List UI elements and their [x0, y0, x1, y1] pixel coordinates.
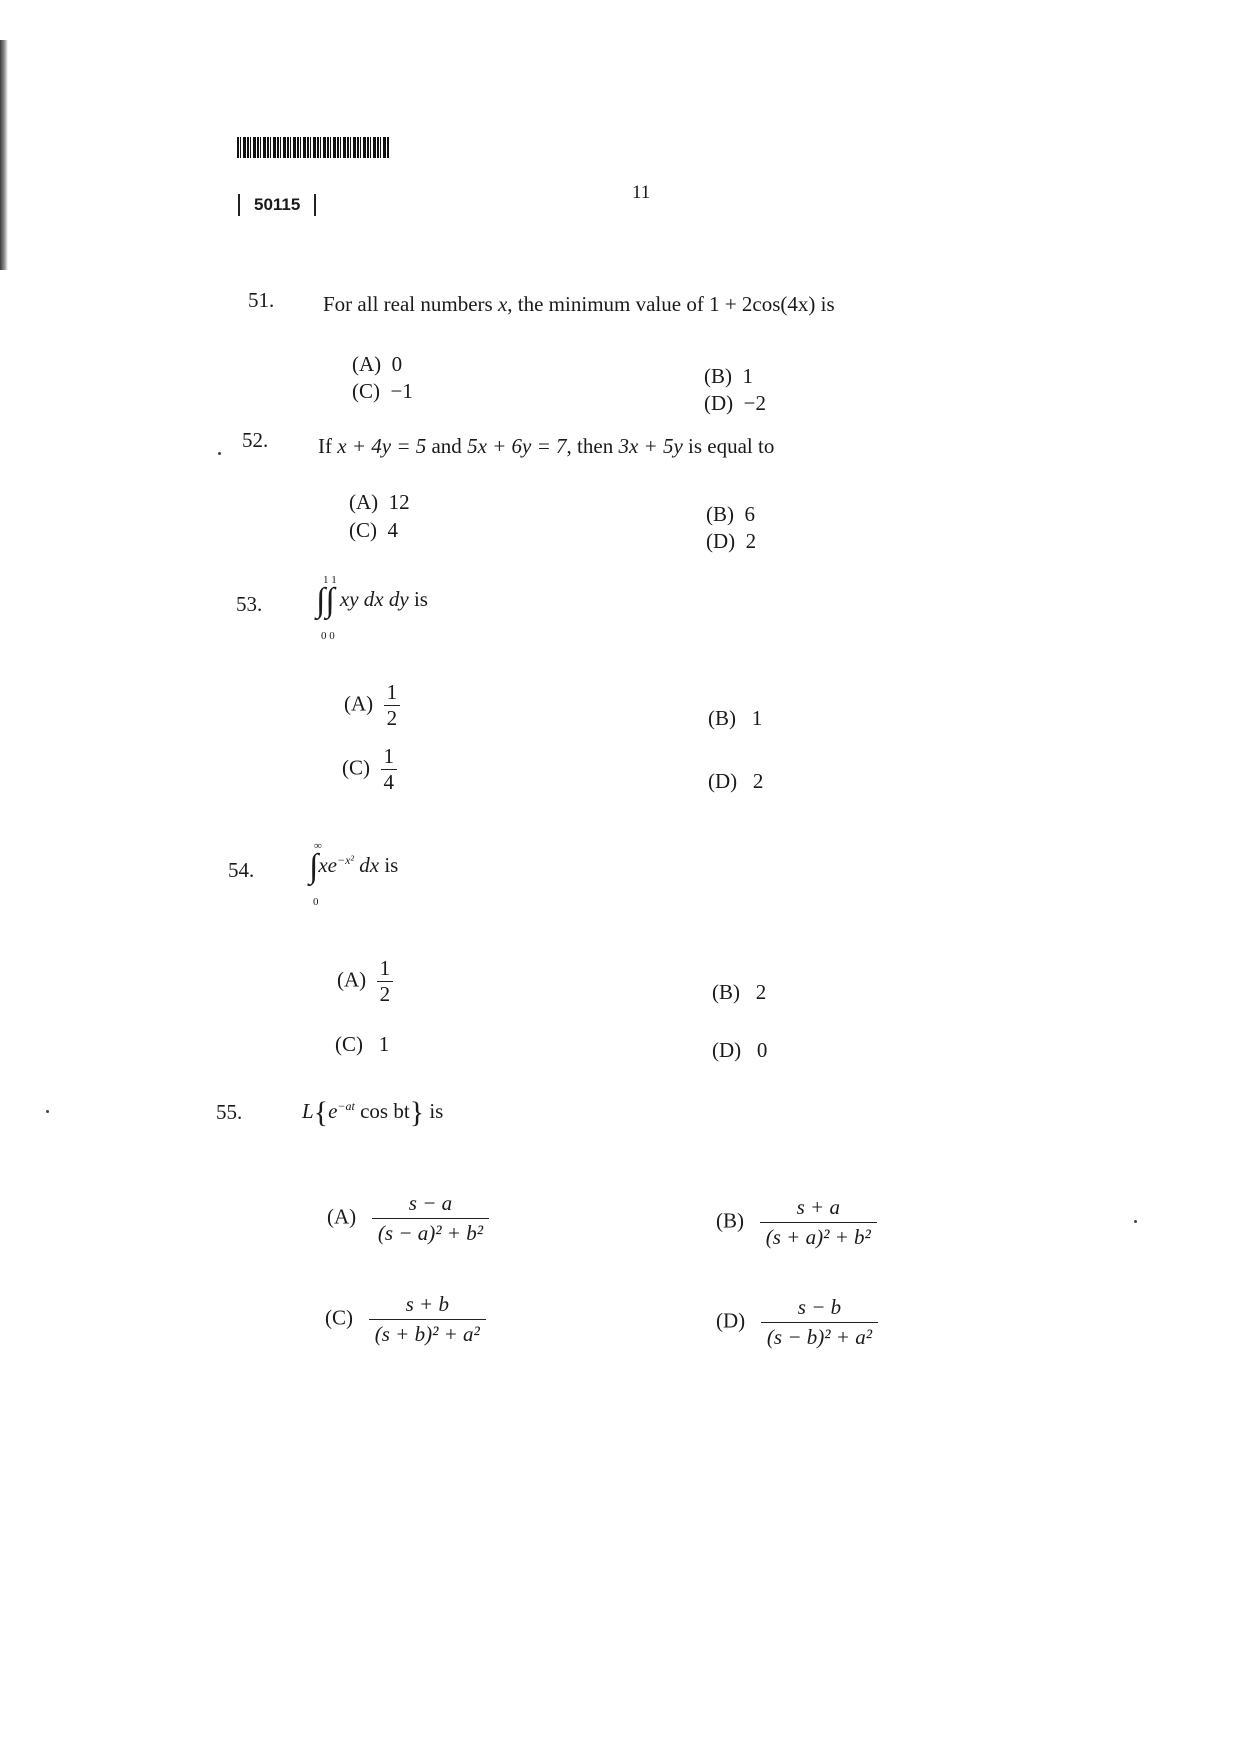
option-c — [342, 744, 397, 795]
option-b — [712, 980, 766, 1005]
question-number: 53. — [236, 592, 263, 616]
option-a — [327, 1189, 489, 1248]
option-label: (B) — [706, 502, 734, 526]
option-label: (C) — [349, 518, 377, 542]
question-text-part: If — [318, 434, 332, 458]
option-d — [708, 769, 763, 794]
option-d — [706, 529, 756, 554]
option-b — [716, 1193, 877, 1252]
exam-code-box: 50115 — [238, 194, 316, 216]
fraction-denominator: 2 — [384, 705, 401, 731]
option-label: (D) — [708, 769, 738, 793]
option-label: (A) — [349, 490, 379, 514]
option-d — [704, 391, 766, 416]
question-text — [316, 582, 428, 620]
brace-open: { — [313, 1096, 329, 1129]
fraction — [760, 1193, 877, 1252]
option-a — [352, 352, 402, 377]
integral-upper-limits: 1 1 — [323, 574, 337, 586]
laplace-symbol: L — [302, 1098, 314, 1123]
math-exponent: −x² — [336, 852, 355, 867]
page-number: 11 — [632, 182, 651, 203]
fraction-denominator: (s + b)² + a² — [369, 1319, 486, 1349]
option-value: 1 — [751, 706, 763, 730]
option-d — [712, 1038, 767, 1063]
math-equation: 5x + 6y = 7 — [467, 434, 567, 458]
fraction-numerator: s − b — [797, 1295, 842, 1319]
option-label: (A) — [327, 1204, 357, 1229]
option-label: (B) — [712, 980, 740, 1004]
option-b — [708, 706, 762, 731]
math-base: e — [328, 1098, 338, 1123]
fraction — [381, 744, 398, 795]
option-label: (C) — [352, 379, 380, 403]
option-value: 1 — [742, 364, 753, 388]
option-value: 12 — [388, 490, 410, 514]
option-a — [349, 490, 410, 515]
fraction-denominator: 4 — [381, 769, 398, 795]
question-number: 52. — [242, 428, 269, 452]
integral-sign: ∫∫ — [316, 582, 335, 619]
math-differential: dx — [359, 852, 380, 877]
math-integrand: xy dx dy — [339, 586, 409, 611]
question-text-part: and — [431, 434, 462, 458]
scan-speck — [218, 452, 221, 455]
option-label: (C) — [335, 1032, 363, 1056]
math-equation: x + 4y = 5 — [337, 434, 427, 458]
option-label: (D) — [716, 1308, 746, 1333]
question-text-part: is — [820, 292, 835, 316]
fraction-numerator: 1 — [386, 680, 398, 704]
integral-lower-limit: 0 — [313, 896, 319, 908]
option-value: 4 — [387, 518, 398, 542]
option-value: −2 — [743, 391, 766, 415]
fraction-denominator: (s − b)² + a² — [761, 1322, 878, 1352]
fraction-denominator: (s + a)² + b² — [760, 1222, 877, 1252]
fraction-numerator: 1 — [383, 744, 394, 768]
option-value: 2 — [755, 980, 767, 1004]
fraction-denominator: (s − a)² + b² — [372, 1218, 489, 1248]
option-d — [716, 1293, 878, 1352]
question-text-part: is — [429, 1098, 444, 1123]
option-value: 0 — [391, 352, 403, 376]
integral-sign: ∫ — [309, 848, 319, 885]
option-label: (A) — [344, 691, 374, 716]
fraction-numerator: s − a — [408, 1191, 453, 1215]
question-number: 54. — [228, 858, 255, 882]
scan-edge-shadow — [0, 40, 8, 270]
option-c — [349, 518, 398, 543]
scan-speck — [46, 1110, 49, 1113]
option-value: 6 — [744, 502, 755, 526]
option-value: 0 — [756, 1038, 768, 1062]
fraction — [384, 680, 401, 731]
math-expression: 1 + 2cos(4x) — [709, 292, 816, 316]
option-value: −1 — [390, 379, 413, 403]
option-value: 2 — [745, 529, 757, 553]
question-text-part: , the minimum value of — [507, 292, 704, 316]
question-text-part: is equal to — [688, 434, 775, 458]
math-expression: 3x + 5y — [618, 434, 683, 458]
question-text — [309, 848, 398, 886]
barcode — [237, 137, 390, 158]
question-number: 51. — [248, 288, 275, 312]
option-a — [337, 956, 393, 1007]
fraction — [761, 1293, 878, 1352]
brace-close: } — [409, 1096, 425, 1129]
option-label: (B) — [716, 1208, 744, 1233]
question-text — [323, 292, 835, 317]
fraction-numerator: 1 — [379, 956, 391, 980]
option-c — [352, 379, 413, 404]
option-value: 1 — [378, 1032, 390, 1056]
integral-upper-limit: ∞ — [314, 840, 322, 852]
option-value: 2 — [752, 769, 764, 793]
option-label: (D) — [704, 391, 734, 415]
question-text-part: For all real numbers — [323, 292, 493, 316]
option-label: (A) — [337, 967, 367, 992]
math-variable: x — [497, 292, 508, 316]
question-text-part: is — [384, 852, 399, 877]
option-c — [335, 1032, 389, 1057]
fraction-denominator: 2 — [377, 981, 394, 1007]
option-b — [706, 502, 755, 527]
option-label: (D) — [706, 529, 736, 553]
fraction — [377, 956, 394, 1007]
math-integrand: xe — [318, 852, 337, 877]
scan-speck — [1134, 1220, 1137, 1223]
question-text-part: , then — [566, 434, 614, 458]
question-number: 55. — [216, 1100, 243, 1124]
math-exponent: −at — [337, 1098, 355, 1113]
integral-lower-limits: 0 0 — [321, 630, 335, 642]
option-label: (B) — [708, 706, 736, 730]
option-label: (B) — [704, 364, 732, 388]
option-a — [344, 680, 400, 731]
option-label: (C) — [325, 1305, 353, 1330]
option-label: (A) — [352, 352, 382, 376]
option-b — [704, 364, 753, 389]
question-text-part: is — [413, 586, 428, 611]
math-expression: cos bt — [360, 1098, 410, 1123]
question-text — [302, 1096, 443, 1130]
question-text — [318, 434, 774, 459]
fraction — [369, 1290, 486, 1349]
option-label: (D) — [712, 1038, 742, 1062]
fraction-numerator: s + b — [405, 1292, 449, 1316]
fraction-numerator: s + a — [796, 1195, 840, 1219]
option-label: (C) — [342, 755, 370, 780]
fraction — [372, 1189, 489, 1248]
option-c — [325, 1290, 486, 1349]
